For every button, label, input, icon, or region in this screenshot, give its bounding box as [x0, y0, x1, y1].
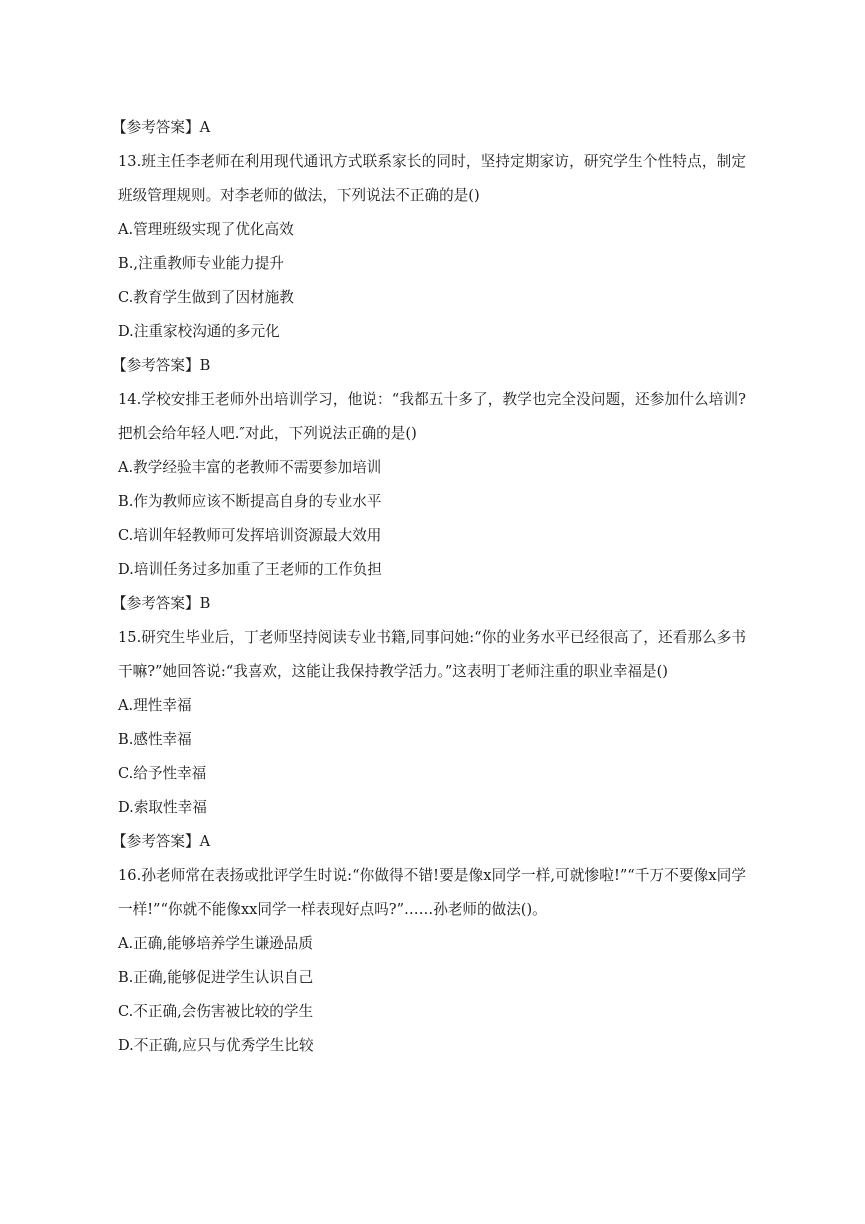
question-13 — [112, 145, 746, 383]
answer-label-15: 【参考答案】A — [112, 833, 211, 850]
question-16-option-b: B.正确,能够促进学生认识自己 — [118, 969, 314, 986]
question-14 — [112, 383, 746, 621]
question-13-option-d: D.注重家校沟通的多元化 — [118, 323, 280, 340]
question-13-option-a: A.管理班级实现了优化高效 — [118, 221, 294, 238]
question-14-option-b: B.作为教师应该不断提高自身的专业水平 — [118, 493, 382, 510]
answer-label-14: 【参考答案】B — [112, 595, 211, 612]
question-15-option-b: B.感性幸福 — [118, 731, 192, 748]
question-13-stem: 13.班主任李老师在利用现代通讯方式联系家长的同时，坚持定期家访，研究学生个性特点，制定班级管理规则。对李老师的做法，下列说法不正确的是() — [118, 153, 746, 204]
question-15-stem: 15.研究生毕业后，丁老师坚持阅读专业书籍,同事问她:“你的业务水平已经很高了，还看那么多书干嘛?”她回答说:“我喜欢，这能让我保持教学活力。”这表明丁老师注重的职业幸福是() — [118, 629, 746, 680]
question-15 — [112, 621, 746, 859]
question-14-option-c: C.培训年轻教师可发挥培训资源最大效用 — [118, 527, 382, 544]
question-16-option-c: C.不正确,会伤害被比较的学生 — [118, 1003, 314, 1020]
question-14-option-d: D.培训任务过多加重了王老师的工作负担 — [118, 561, 382, 578]
question-14-stem: 14.学校安排王老师外出培训学习，他说：“我都五十多了，教学也完全没问题，还参加什么培训?把机会给年轻人吧.″对此，下列说法正确的是() — [118, 391, 746, 442]
question-15-option-c: C.给予性幸福 — [118, 765, 207, 782]
document-body — [112, 111, 746, 1063]
answer-label-13: 【参考答案】B — [112, 357, 211, 374]
question-13-option-b: B.,注重教师专业能力提升 — [118, 255, 284, 272]
question-16-stem: 16.孙老师常在表扬或批评学生时说:“你做得不错!要是像x同学一样,可就惨啦!”“千万不要像x同学一样!”“你就不能像xx同学一样表现好点吗?”……孙老师的做法()。 — [118, 867, 746, 918]
answer-label-12: 【参考答案】A — [112, 119, 211, 136]
question-14-option-a: A.教学经验丰富的老教师不需要参加培训 — [118, 459, 382, 476]
question-16-option-a: A.正确,能够培养学生谦逊品质 — [118, 935, 313, 952]
question-16-option-d: D.不正确,应只与优秀学生比较 — [118, 1037, 314, 1054]
question-15-option-d: D.索取性幸福 — [118, 799, 207, 816]
question-15-option-a: A.理性幸福 — [118, 697, 192, 714]
question-13-option-c: C.教育学生做到了因材施教 — [118, 289, 294, 306]
question-16 — [118, 859, 746, 1063]
